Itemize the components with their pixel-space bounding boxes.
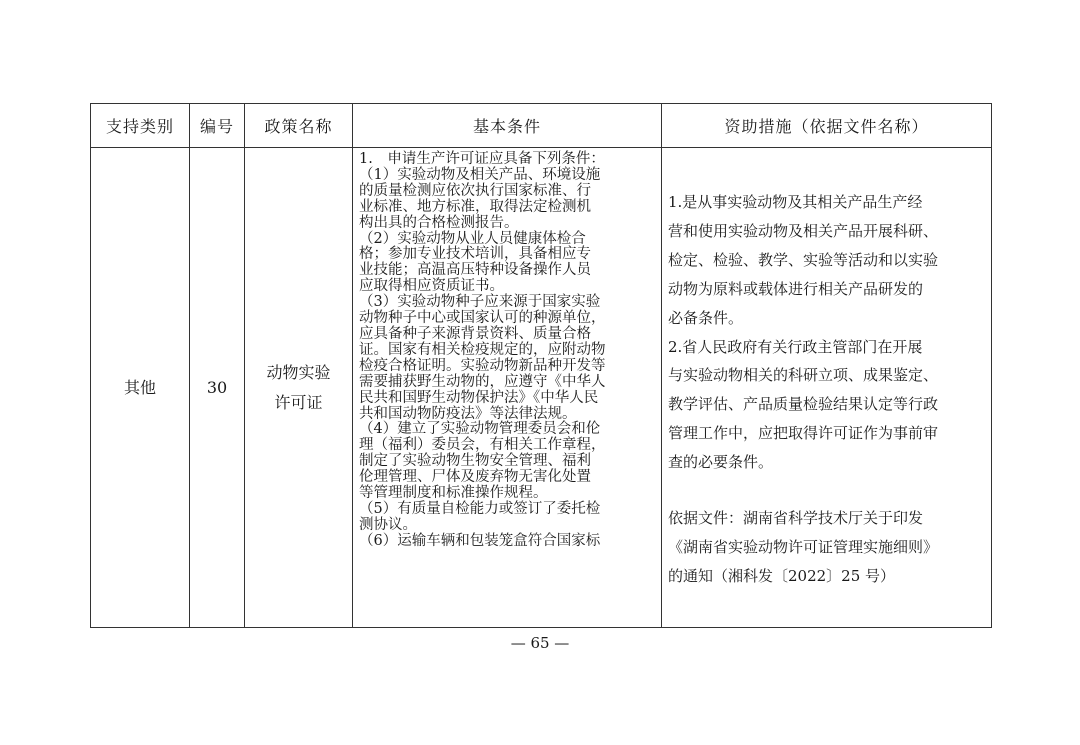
condition-line: （1）实验动物及相关产品、环境设施 <box>359 166 601 183</box>
measure-line: 检定、检验、教学、实验等活动和以实验 <box>668 250 939 269</box>
condition-line: 业标准、地方标准，取得法定检测机 <box>359 198 591 215</box>
condition-line: 检疫合格证明。实验动物新品种开发等 <box>359 357 606 374</box>
condition-line: 测协议。 <box>359 516 417 533</box>
condition-line: 构出具的合格检测报告。 <box>359 214 519 231</box>
measure-line: 2.省人民政府有关行政主管部门在开展 <box>668 337 923 356</box>
basis-line: 的通知（湘科发〔2022〕25 号） <box>668 566 896 585</box>
condition-line: 业技能；高温高压特种设备操作人员 <box>359 262 591 279</box>
header-number: 编号 <box>190 104 245 148</box>
policy-table <box>90 103 992 628</box>
condition-line: 1. 申请生产许可证应具备下列条件： <box>359 151 605 167</box>
condition-line: 应具备种子来源背景资料、质量合格 <box>359 325 591 342</box>
cell-number: 30 <box>190 148 245 628</box>
table-header-row <box>91 104 992 148</box>
measure-line: 教学评估、产品质量检验结果认定等行政 <box>668 395 939 414</box>
condition-line: 应取得相应资质证书。 <box>359 278 504 295</box>
measure-line: 1.是从事实验动物及其相关产品生产经 <box>668 193 923 211</box>
cell-basic-conditions <box>353 148 662 628</box>
header-basic-conditions: 基本条件 <box>353 104 662 148</box>
condition-line: （5）有质量自检能力或签订了委托检 <box>359 500 601 517</box>
measure-line: 与实验动物相关的科研立项、成果鉴定、 <box>668 366 939 385</box>
condition-line: 证。国家有相关检疫规定的，应附动物 <box>359 341 606 358</box>
header-policy-name: 政策名称 <box>245 104 353 148</box>
condition-line: （6）运输车辆和包装笼盒符合国家标 <box>359 532 601 549</box>
cell-funding-measures <box>662 148 992 628</box>
cell-policy-name <box>245 148 353 628</box>
condition-line: 理（福利）委员会，有相关工作章程， <box>359 437 606 454</box>
measure-line: 营和使用实验动物及相关产品开展科研、 <box>668 221 939 240</box>
condition-line: （4）建立了实验动物管理委员会和伦 <box>359 421 601 438</box>
page-number: — 65 — <box>510 634 570 652</box>
condition-line: 格；参加专业技术培训，具备相应专 <box>359 246 591 263</box>
table-row <box>91 148 992 628</box>
condition-line: 需要捕获野生动物的，应遵守《中华人 <box>359 373 606 390</box>
condition-line: 共和国动物防疫法》等法律法规。 <box>359 405 577 422</box>
measure-line: 查的必要条件。 <box>668 453 774 472</box>
policy-name-line: 许可证 <box>274 392 323 412</box>
condition-line: 民共和国野生动物保护法》《中华人民 <box>359 389 599 406</box>
condition-line: 的质量检测应依次执行国家标准、行 <box>359 182 591 199</box>
measure-line: 动物为原料或载体进行相关产品研发的 <box>668 279 924 298</box>
basis-line: 《湖南省实验动物许可证管理实施细则》 <box>668 537 939 556</box>
basis-line: 依据文件：湖南省科学技术厅关于印发 <box>668 509 924 528</box>
condition-line: （2）实验动物从业人员健康体检合 <box>359 230 586 247</box>
header-support-category: 支持类别 <box>91 104 190 148</box>
condition-line: 伦理管理、尸体及废弃物无害化处置 <box>359 469 591 486</box>
basis-block <box>668 504 985 591</box>
measure-line: 管理工作中，应把取得许可证作为事前审 <box>668 424 939 443</box>
header-funding-measures: 资助措施（依据文件名称） <box>662 104 992 148</box>
condition-line: （3）实验动物种子应来源于国家实验 <box>359 294 601 311</box>
condition-line: 制定了实验动物生物安全管理、福利 <box>359 453 591 470</box>
condition-line: 动物种子中心或国家认可的种源单位， <box>359 310 606 327</box>
condition-line: 等管理制度和标准操作规程。 <box>359 485 548 502</box>
measure-line: 必备条件。 <box>668 308 744 327</box>
policy-name-line: 动物实验 <box>266 362 331 382</box>
cell-category: 其他 <box>91 148 190 628</box>
